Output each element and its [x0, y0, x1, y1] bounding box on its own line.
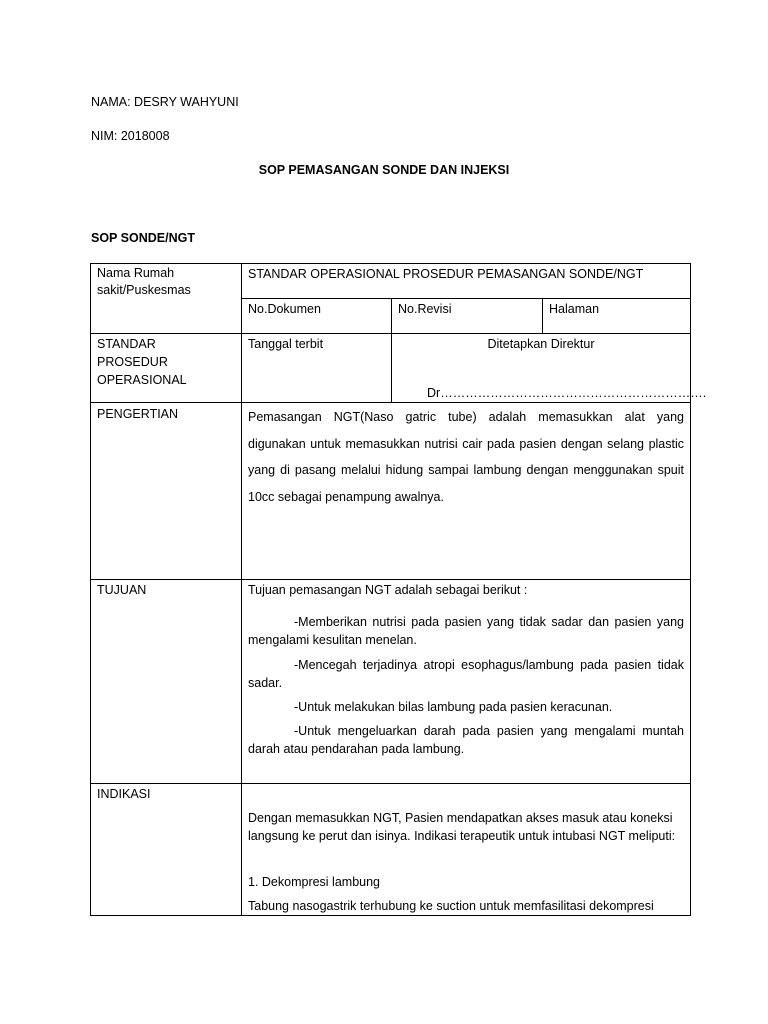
- indikasi-item-text: Tabung nasogastrik terhubung ke suction untuk memfasilitasi dekompresi: [248, 899, 654, 913]
- table-rule: [241, 263, 242, 916]
- no-dokumen-label: No.Dokumen: [248, 302, 321, 316]
- table-border-bottom: [90, 915, 691, 916]
- table-rule: [241, 298, 691, 299]
- table-border-top: [90, 263, 691, 264]
- table-border-left: [90, 263, 91, 916]
- tujuan-item: -Untuk mengeluarkan darah pada pasien yang mengalami muntah darah atau pendarahan pada lambung.: [248, 724, 684, 756]
- tujuan-item: -Mencegah terjadinya atropi esophagus/lambung pada pasien tidak sadar.: [248, 658, 684, 690]
- director-signature-line: Dr……………………………………………………….: [427, 386, 707, 400]
- indikasi-item-heading: 1. Dekompresi lambung: [248, 875, 381, 889]
- indikasi-text: Dengan memasukkan NGT, Pasien mendapatkan akses masuk atau koneksi langsung ke perut dan isinya. Indikasi terapeutik untuk intubasi NGT meliputi:: [248, 811, 676, 843]
- table-rule: [542, 298, 543, 334]
- tanggal-terbit-label: Tanggal terbit: [248, 337, 324, 351]
- tujuan-item: -Memberikan nutrisi pada pasien yang tidak sadar dan pasien yang mengalami kesulitan menelan.: [248, 615, 684, 647]
- tujuan-intro: Tujuan pemasangan NGT adalah sebagai berikut :: [248, 583, 528, 597]
- indikasi-label: INDIKASI: [97, 787, 151, 801]
- table-border-right: [690, 263, 691, 916]
- tujuan-label: TUJUAN: [97, 583, 147, 597]
- table-rule: [90, 579, 691, 580]
- pengertian-label: PENGERTIAN: [97, 407, 179, 421]
- table-rule: [90, 783, 691, 784]
- student-nim: NIM: 2018008: [91, 129, 170, 143]
- section-title: SOP SONDE/NGT: [91, 231, 195, 245]
- pengertian-text: Pemasangan NGT(Naso gatric tube) adalah memasukkan alat yang digunakan untuk memasukkan nutrisi cair pada pasien dengan selang plastic yang di pasang melalui hidung sampai lambung dengan menggunakan spuit 10cc sebagai penampung awalnya.: [248, 410, 684, 504]
- student-name: NAMA: DESRY WAHYUNI: [91, 95, 239, 109]
- hospital-name-label: Nama Rumah sakit/Puskesmas: [97, 266, 191, 297]
- halaman-label: Halaman: [549, 302, 600, 316]
- tujuan-item: -Untuk melakukan bilas lambung pada pasien keracunan.: [294, 700, 613, 714]
- document-title: SOP PEMASANGAN SONDE DAN INJEKSI: [258, 163, 510, 177]
- no-revisi-label: No.Revisi: [398, 302, 452, 316]
- sop-label: STANDAR PROSEDUR OPERASIONAL: [97, 337, 187, 387]
- ditetapkan-direktur-label: Ditetapkan Direktur: [487, 337, 595, 351]
- sop-full-title: STANDAR OPERASIONAL PROSEDUR PEMASANGAN SONDE/NGT: [248, 267, 644, 281]
